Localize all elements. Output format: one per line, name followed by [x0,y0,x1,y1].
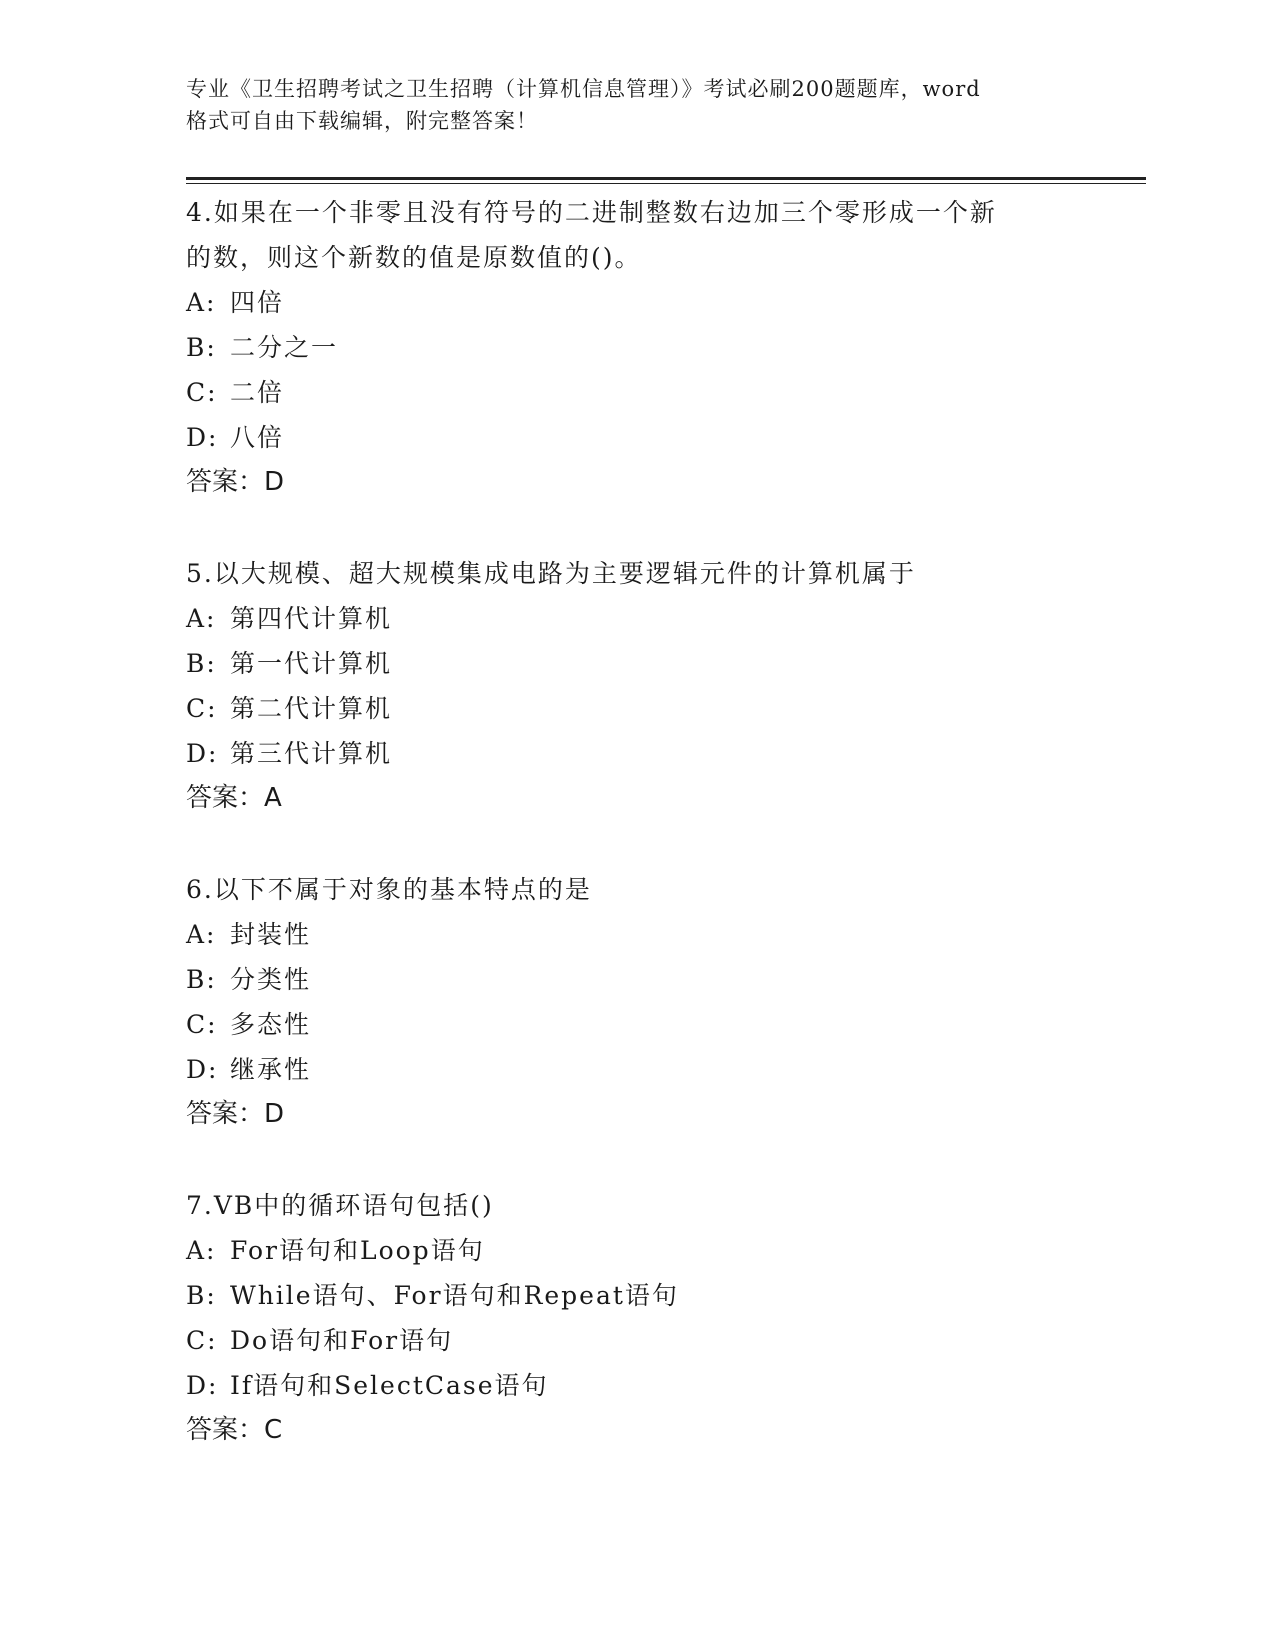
option-text: 封装性 [230,920,312,949]
option-a [186,596,1146,641]
option-letter: A: [186,1236,217,1265]
option-text: 第四代计算机 [230,604,393,633]
option-b [186,641,1146,686]
option-a [186,912,1146,957]
option-b [186,1273,1146,1318]
option-text: 分类性 [230,965,312,994]
option-d [186,1363,1146,1408]
answer-line: 答案：A [186,783,282,813]
option-letter: A: [186,920,217,949]
option-text: 四倍 [230,288,285,317]
option-letter: B: [186,965,217,994]
option-letter: D: [186,739,219,768]
option-letter: D: [186,423,219,452]
question-stem-line-1: 4.如果在一个非零且没有符号的二进制整数右边加三个零形成一个新 [186,198,997,227]
option-c [186,686,1146,731]
option-b [186,325,1146,370]
option-text: 八倍 [230,423,285,452]
option-b [186,957,1146,1002]
option-letter: B: [186,649,217,678]
option-letter: A: [186,604,217,633]
option-c [186,1318,1146,1363]
question-stem-line-1: 5.以大规模、超大规模集成电路为主要逻辑元件的计算机属于 [186,559,916,588]
option-text: 二分之一 [230,333,339,362]
option-a [186,280,1146,325]
option-letter: B: [186,1281,217,1310]
question-list [186,190,1146,1499]
option-letter: B: [186,333,217,362]
option-a [186,1228,1146,1273]
header-divider-thick [186,177,1146,180]
option-text: 多态性 [230,1010,312,1039]
option-letter: A: [186,288,217,317]
question-stem-line-2: 的数，则这个新数的值是原数值的()。 [186,243,642,272]
option-text: For语句和Loop语句 [230,1236,485,1265]
option-c [186,370,1146,415]
option-d [186,1047,1146,1092]
option-c [186,1002,1146,1047]
option-letter: D: [186,1055,219,1084]
option-letter: C: [186,1010,218,1039]
document-header [186,73,1086,137]
header-line-2: 格式可自由下载编辑，附完整答案！ [186,109,538,133]
option-text: While语句、For语句和Repeat语句 [230,1281,679,1310]
question-4 [186,190,1146,505]
option-letter: D: [186,1371,219,1400]
option-text: 第二代计算机 [230,694,393,723]
option-letter: C: [186,694,218,723]
question-6 [186,867,1146,1137]
option-d [186,731,1146,776]
header-line-1: 专业《卫生招聘考试之卫生招聘（计算机信息管理）》考试必刷200题题库，word [186,77,981,101]
option-d [186,415,1146,460]
answer-line: 答案：C [186,1415,283,1445]
question-5 [186,551,1146,821]
answer-line: 答案：D [186,467,285,497]
option-text: 二倍 [230,378,285,407]
question-7 [186,1183,1146,1453]
option-letter: C: [186,378,218,407]
header-divider-thin [186,183,1146,184]
option-letter: C: [186,1326,218,1355]
option-text: 第一代计算机 [230,649,393,678]
option-text: Do语句和For语句 [230,1326,454,1355]
question-stem-line-1: 6.以下不属于对象的基本特点的是 [186,875,592,904]
option-text: 第三代计算机 [230,739,393,768]
answer-line: 答案：D [186,1099,285,1129]
option-text: 继承性 [230,1055,312,1084]
option-text: If语句和SelectCase语句 [230,1371,549,1400]
question-stem-line-1: 7.VB中的循环语句包括() [186,1191,494,1220]
